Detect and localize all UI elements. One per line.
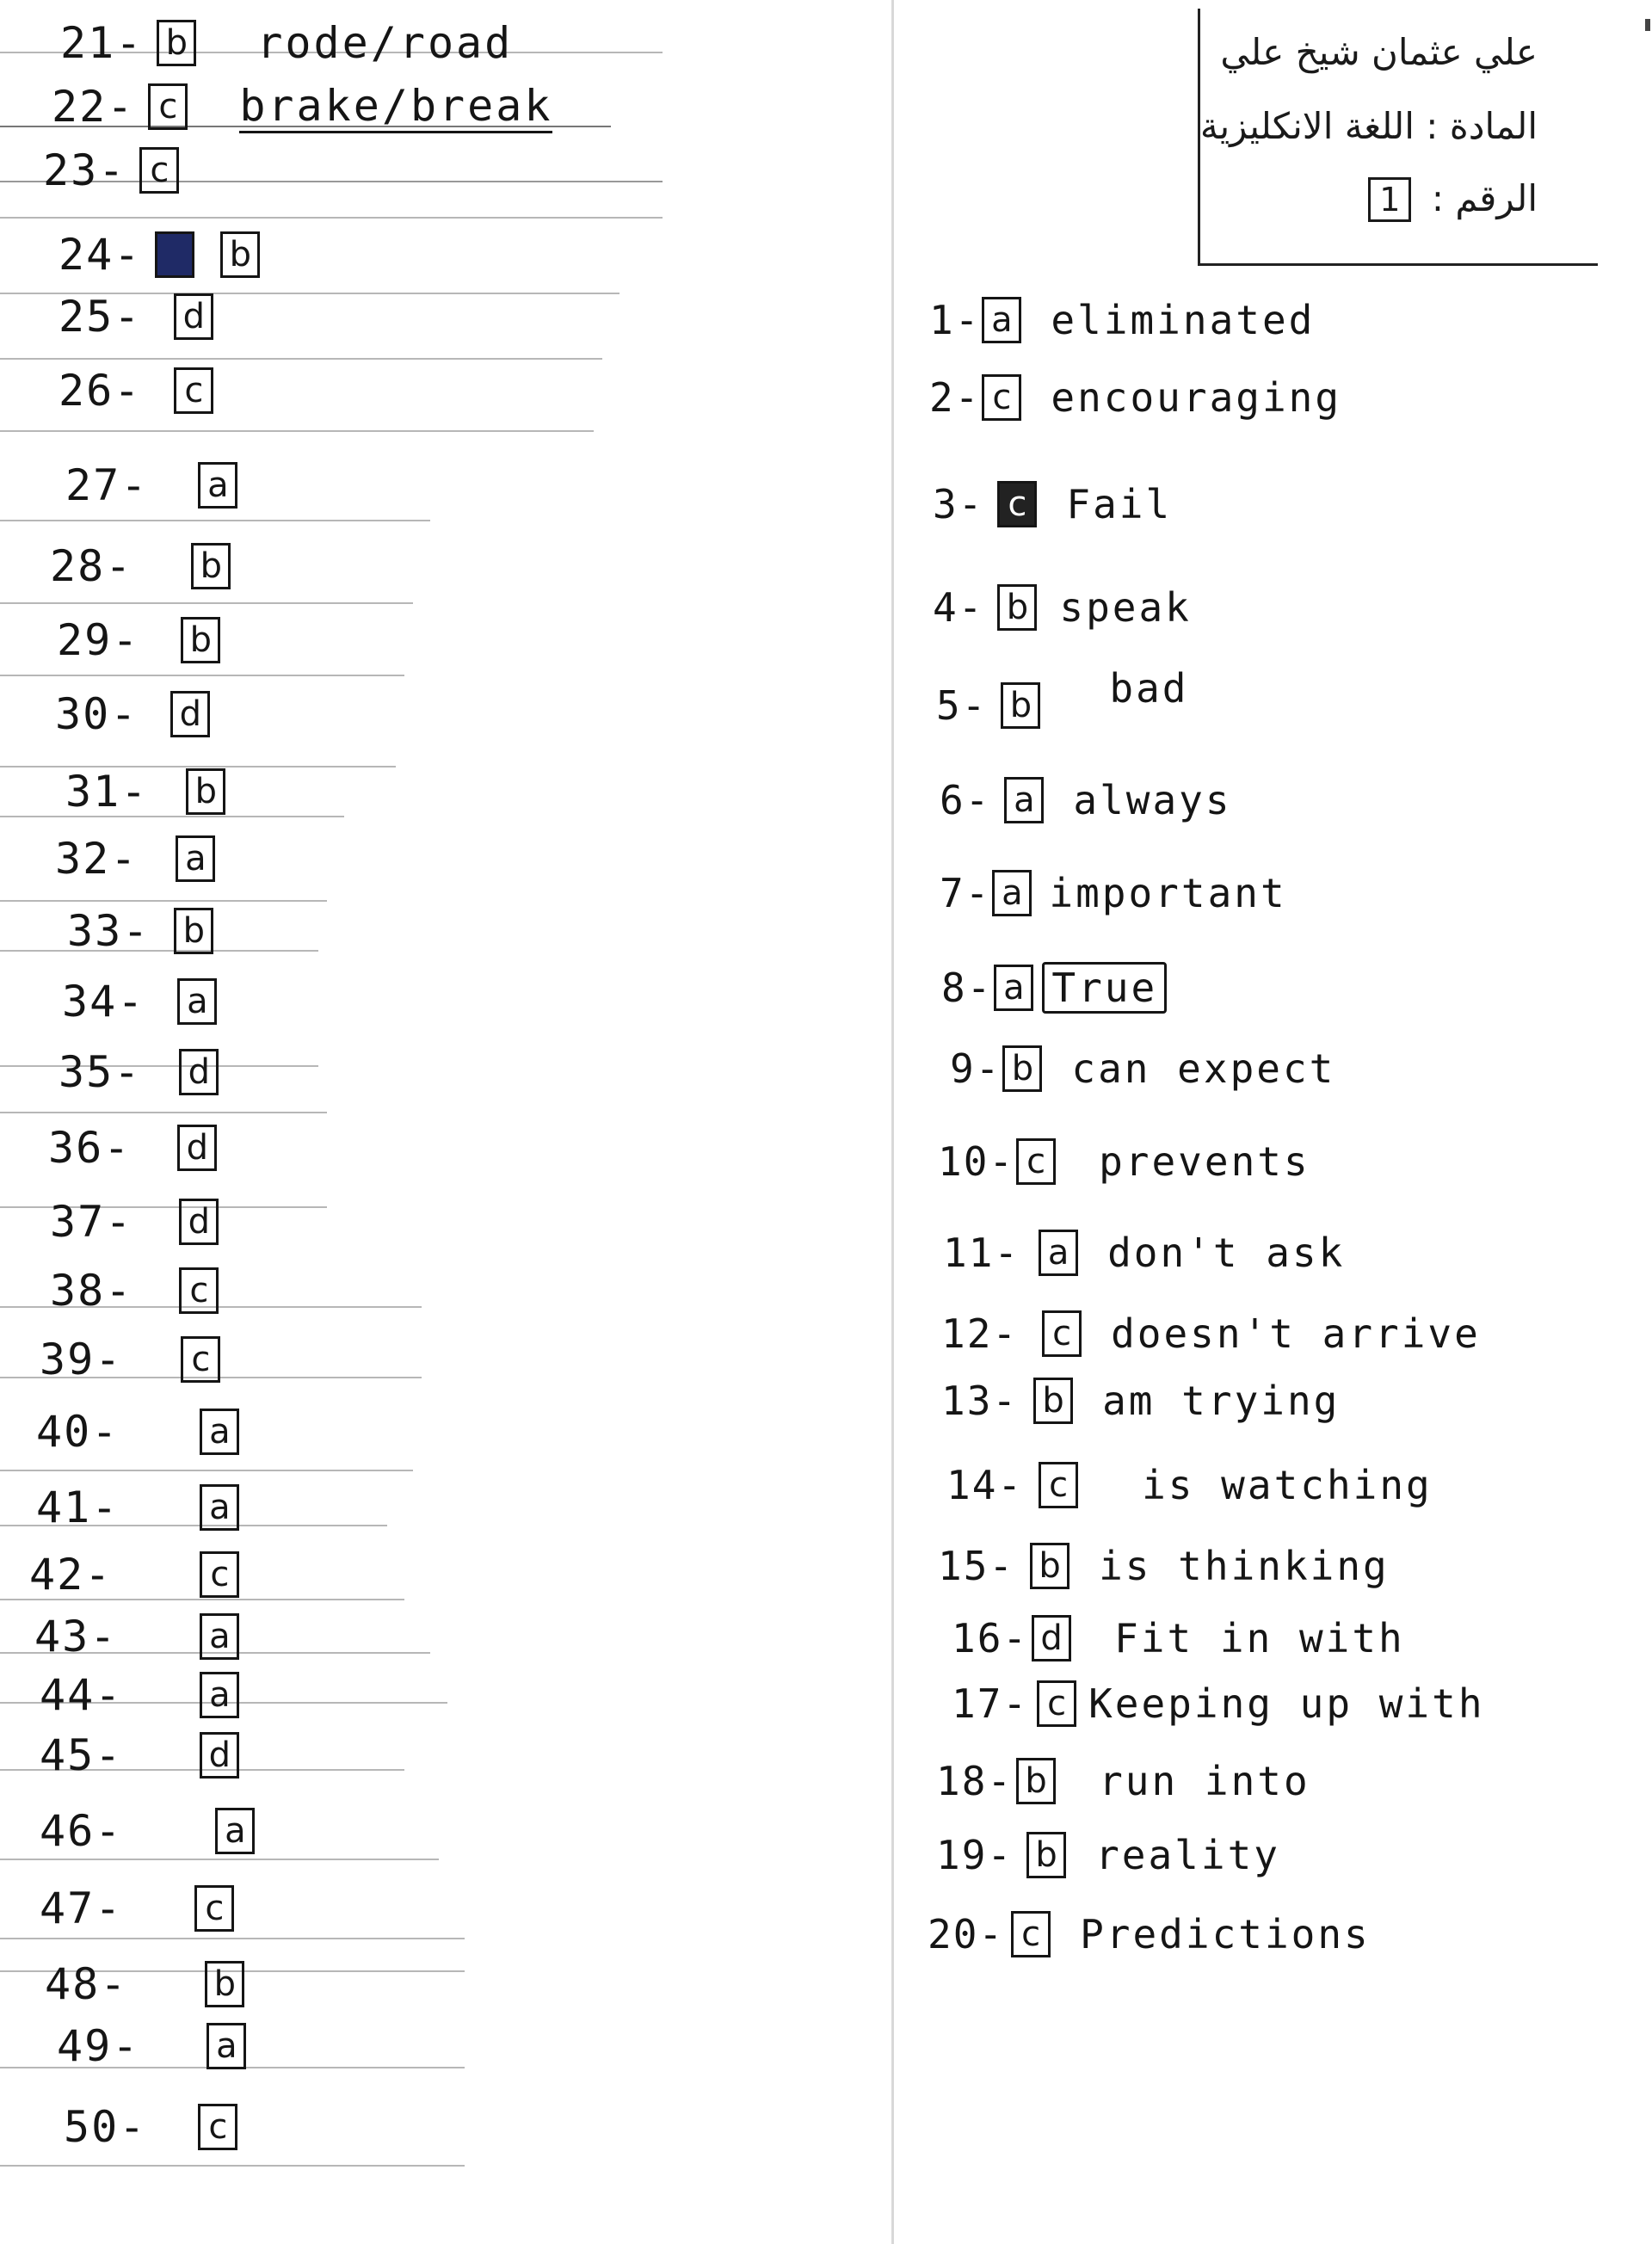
answer-row-17 [952,1678,1485,1729]
dash: - [103,1123,130,1173]
question-number: 38 [50,1266,106,1316]
dash: - [89,1612,116,1661]
answer-word: rode/road [256,18,514,68]
choice-box: a [994,965,1033,1011]
question-number: 27 [65,460,121,510]
answer-row-46 [40,1805,255,1857]
choice-box: b [1002,1045,1042,1092]
choice-box: c [194,1885,234,1932]
number-label: الرقم : [1431,177,1538,219]
answer-row-32 [55,833,215,885]
dash: - [114,1047,140,1097]
answer-row-42 [29,1549,239,1600]
question-number: 45 [40,1730,96,1780]
ruled-line [0,217,663,219]
answer-row-4 [933,582,1192,633]
answer-row-28 [50,540,231,592]
answer-row-45 [40,1729,239,1781]
answer-row-10 [938,1136,1310,1187]
question-number: 20 [928,1911,979,1957]
choice-box: d [174,293,213,340]
dash: - [975,1045,1000,1092]
answer-row-12 [941,1308,1481,1359]
answer-row-20 [928,1908,1371,1960]
answer-word: can expect [1071,1045,1336,1092]
choice-box: c [139,147,179,194]
answer-row-16 [952,1612,1405,1664]
answer-row-24 [59,229,260,280]
answer-word: Predictions [1080,1911,1371,1957]
answer-word: True [1042,962,1167,1014]
question-number: 36 [48,1123,104,1173]
question-number: 34 [62,977,118,1026]
answer-row-35 [59,1046,219,1098]
answer-row-38 [50,1265,219,1316]
answer-row-50 [64,2101,237,2153]
question-number: 25 [59,292,114,342]
question-number: 29 [57,615,113,665]
choice-box: c [1042,1310,1082,1357]
ruled-line [0,900,327,902]
answer-row-33 [67,905,213,957]
choice-box: c [198,2104,237,2150]
dash: - [95,1670,121,1720]
answer-row-6 [940,774,1232,826]
question-number: 47 [40,1883,96,1933]
answer-row-37 [50,1196,219,1248]
answer-word: run into [1099,1758,1310,1804]
answer-row-13 [941,1375,1340,1427]
answer-row-15 [938,1540,1390,1592]
question-number: 35 [59,1047,114,1097]
student-name: علي عثمان شيخ علي [1220,31,1538,73]
dash: - [1002,1615,1027,1661]
choice-box: c [1037,1680,1076,1727]
question-number: 46 [40,1806,96,1856]
choice-box: d [200,1732,239,1779]
choice-box: a [198,462,237,509]
choice-box: b [997,584,1037,631]
question-number: 14 [946,1462,998,1508]
question-number: 2 [929,374,955,421]
choice-box: a [215,1808,255,1854]
answer-row-31 [65,766,225,817]
dash: - [122,906,149,956]
dash: - [95,1335,121,1384]
question-number: 5 [936,682,962,729]
choice-box: a [200,1613,239,1660]
ruled-line [0,358,602,360]
ruled-line [0,602,413,604]
answer-row-18 [936,1755,1310,1807]
choice-box: c [1039,1462,1078,1508]
answer-row-29 [57,614,220,666]
ruled-line [0,1470,413,1471]
choice-box: a [206,2023,246,2069]
dash: - [958,481,983,527]
ruled-line [0,1859,439,1860]
answer-row-25 [59,291,213,342]
choice-box: d [179,1199,219,1245]
answer-row-21 [60,17,513,69]
answer-word: Fail [1066,481,1173,527]
dash: - [100,1959,126,2009]
answer-row-34 [62,976,217,1027]
answer-row-43 [34,1611,239,1662]
choice-box: c [982,374,1021,421]
dash: - [110,834,137,884]
ruled-line [0,2165,465,2167]
question-number: 24 [59,230,114,280]
answer-row-39 [40,1334,220,1385]
dash: - [119,2102,145,2152]
choice-box: a [200,1484,239,1531]
number-value: 1 [1368,177,1411,222]
choice-box: a [982,297,1021,343]
question-number: 19 [936,1832,988,1878]
answer-word: doesn't arrive [1111,1310,1481,1357]
choice-box: b [1033,1378,1073,1424]
dash: - [989,1138,1014,1185]
choice-box: b [220,231,260,278]
question-number: 26 [59,366,114,416]
choice-box: c [997,481,1037,527]
answer-row-5 [936,665,1189,731]
dash: - [110,689,137,739]
question-number: 6 [940,777,965,823]
dash: - [958,584,983,631]
choice-box: c [174,367,213,414]
answer-row-40 [36,1406,239,1458]
answer-word: is thinking [1099,1543,1390,1589]
choice-box: c [148,83,188,130]
dash: - [95,1730,121,1780]
answer-row-2 [929,372,1341,423]
choice-box: b [205,1961,244,2007]
dash: - [114,230,140,280]
choice-box: d [177,1125,217,1171]
question-number: 3 [933,481,959,527]
answer-row-36 [48,1122,217,1174]
question-number: 28 [50,541,106,591]
dash: - [1002,1680,1027,1727]
question-number: 32 [55,834,111,884]
choice-box: d [170,691,210,737]
edge-mark [1645,19,1650,31]
choice-box: a [1004,777,1044,823]
question-number: 30 [55,689,111,739]
dash: - [992,1310,1017,1357]
choice-box: b [1026,1832,1066,1878]
dash: - [992,1378,1017,1424]
answer-row-7 [940,867,1287,919]
dash: - [115,18,142,68]
choice-box: b [191,543,231,589]
answer-row-47 [40,1883,234,1934]
dash: - [987,1832,1012,1878]
answer-word: always [1073,777,1232,823]
ruled-line [0,1938,465,1939]
choice-box: b [1001,682,1040,729]
dash: - [120,767,147,817]
answer-row-1 [929,294,1315,346]
choice-box: c [179,1267,219,1314]
answer-row-41 [36,1482,239,1533]
choice-box: d [179,1049,219,1095]
answer-row-19 [936,1829,1280,1881]
choice-box: d [1032,1615,1071,1661]
question-number: 50 [64,2102,120,2152]
choice-box: c [1016,1138,1056,1185]
dash: - [954,374,979,421]
choice-box: c [181,1336,220,1383]
dash: - [966,965,991,1011]
question-number: 12 [941,1310,993,1357]
dash: - [997,1462,1022,1508]
question-number: 33 [67,906,123,956]
dash: - [112,2021,139,2071]
dash: - [120,460,147,510]
dash: - [84,1550,111,1600]
dash: - [91,1407,118,1457]
dash: - [105,541,132,591]
choice-box: a [1039,1230,1078,1276]
question-number: 16 [952,1615,1003,1661]
question-number: 42 [29,1550,85,1600]
answer-row-26 [59,365,213,416]
question-number: 48 [45,1959,101,2009]
answer-word: am trying [1102,1378,1341,1424]
question-number: 37 [50,1197,106,1247]
choice-box: a [200,1409,239,1455]
answer-row-27 [65,459,237,511]
choice-box: b [1030,1543,1069,1589]
question-number: 21 [60,18,116,68]
choice-box: c [1011,1911,1051,1957]
answer-word: Fit in with [1114,1615,1405,1661]
dash: - [95,1806,121,1856]
answer-row-30 [55,688,210,740]
dash: - [98,145,125,195]
question-number: 15 [938,1543,989,1589]
answer-row-11 [943,1227,1345,1279]
answer-row-22 [52,81,552,133]
dash: - [107,82,133,132]
question-number: 8 [941,965,967,1011]
question-number: 43 [34,1612,90,1661]
dash: - [95,1883,121,1933]
question-number: 23 [43,145,99,195]
dash: - [994,1230,1019,1276]
answer-row-14 [946,1459,1433,1511]
dash: - [91,1483,118,1532]
dash: - [965,870,989,916]
dash: - [114,366,140,416]
answer-row-23 [43,145,179,196]
answer-row-9 [950,1043,1335,1094]
question-number: 4 [933,584,959,631]
dash: - [105,1197,132,1247]
answer-word: prevents [1099,1138,1310,1185]
question-number: 22 [52,82,108,132]
dash: - [978,1911,1003,1957]
number-row [1368,177,1538,222]
question-number: 40 [36,1407,92,1457]
answer-word: eliminated [1051,297,1316,343]
question-number: 41 [36,1483,92,1532]
choice-box: b [174,908,213,954]
ruled-line [0,430,594,432]
dash: - [117,977,144,1026]
question-number: 11 [943,1230,995,1276]
answer-word: is watching [1142,1462,1433,1508]
answer-word: Keeping up with [1088,1680,1485,1727]
choice-box: c [200,1551,239,1598]
question-number: 31 [65,767,121,817]
subject-label: المادة : اللغة الانكليزية [1199,105,1538,147]
dash: - [112,615,139,665]
dash: - [961,682,986,729]
question-number: 7 [940,870,965,916]
answer-word: brake/break [239,81,552,133]
scribbled-choice-box [155,231,194,278]
question-number: 17 [952,1680,1003,1727]
answer-word: don't ask [1107,1230,1346,1276]
choice-box: a [177,978,217,1025]
answer-word: speak [1059,584,1192,631]
answer-word: reality [1095,1832,1280,1878]
question-number: 18 [936,1758,988,1804]
choice-box: a [200,1672,239,1718]
question-number: 49 [57,2021,113,2071]
answer-row-49 [57,2020,246,2072]
choice-box: a [992,870,1032,916]
choice-box: b [186,768,225,815]
dash: - [989,1543,1014,1589]
dash: - [105,1266,132,1316]
answer-row-48 [45,1958,244,2010]
answer-word: bad [1109,665,1189,712]
dash: - [987,1758,1012,1804]
answer-row-8 [941,962,1167,1014]
question-number: 13 [941,1378,993,1424]
choice-box: b [1016,1758,1056,1804]
answer-row-3 [933,478,1172,530]
question-number: 39 [40,1335,96,1384]
answer-word: important [1049,870,1287,916]
choice-box: b [181,617,220,663]
choice-box: b [157,20,196,66]
question-number: 10 [938,1138,989,1185]
dash: - [114,292,140,342]
header-box [1198,9,1598,266]
question-number: 1 [929,297,955,343]
choice-box: a [176,835,215,882]
ruled-line [0,1112,327,1113]
dash: - [965,777,989,823]
answer-row-44 [40,1669,239,1721]
answer-word: encouraging [1051,374,1342,421]
question-number: 44 [40,1670,96,1720]
question-number: 9 [950,1045,976,1092]
ruled-line [0,675,404,676]
page-divider [891,0,894,2244]
ruled-line [0,520,430,521]
dash: - [954,297,979,343]
